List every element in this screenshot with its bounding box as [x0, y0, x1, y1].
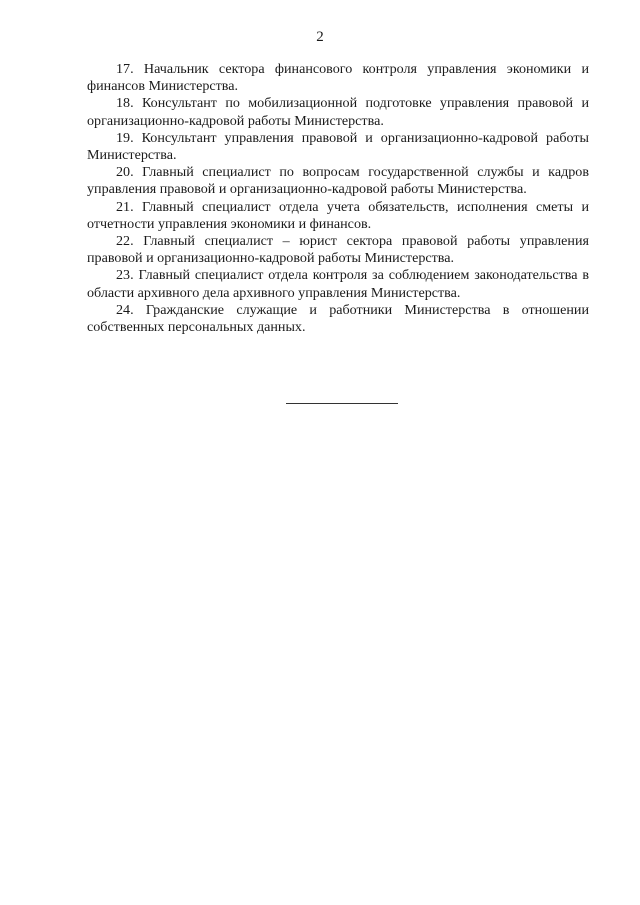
- list-item-19: 19. Консультант управления правовой и организационно-кадровой работы Министерства.: [87, 129, 589, 164]
- list-item-24: 24. Гражданские служащие и работники Министерства в отношении собственных персональных данных.: [87, 301, 589, 336]
- position-list: [87, 61, 589, 336]
- page-number: 2: [316, 29, 324, 45]
- list-item-22: 22. Главный специалист – юрист сектора правовой работы управления правовой и организационно-кадровой работы Министерства.: [87, 233, 589, 267]
- end-separator-line: [286, 403, 398, 404]
- list-item-18: 18. Консультант по мобилизационной подготовке управления правовой и организационно-кадровой работы Министерства.: [87, 95, 589, 129]
- list-item-20: 20. Главный специалист по вопросам государственной службы и кадров управления правовой и организационно-кадровой работы Министерства.: [87, 164, 589, 198]
- list-item-17: 17. Начальник сектора финансового контроля управления экономики и финансов Министерства.: [87, 61, 589, 95]
- list-item-21: 21. Главный специалист отдела учета обязательств, исполнения сметы и отчетности управления экономики и финансов.: [87, 198, 589, 232]
- list-item-23: 23. Главный специалист отдела контроля за соблюдением законодательства в области архивного дела архивного управления Министерства.: [87, 267, 589, 301]
